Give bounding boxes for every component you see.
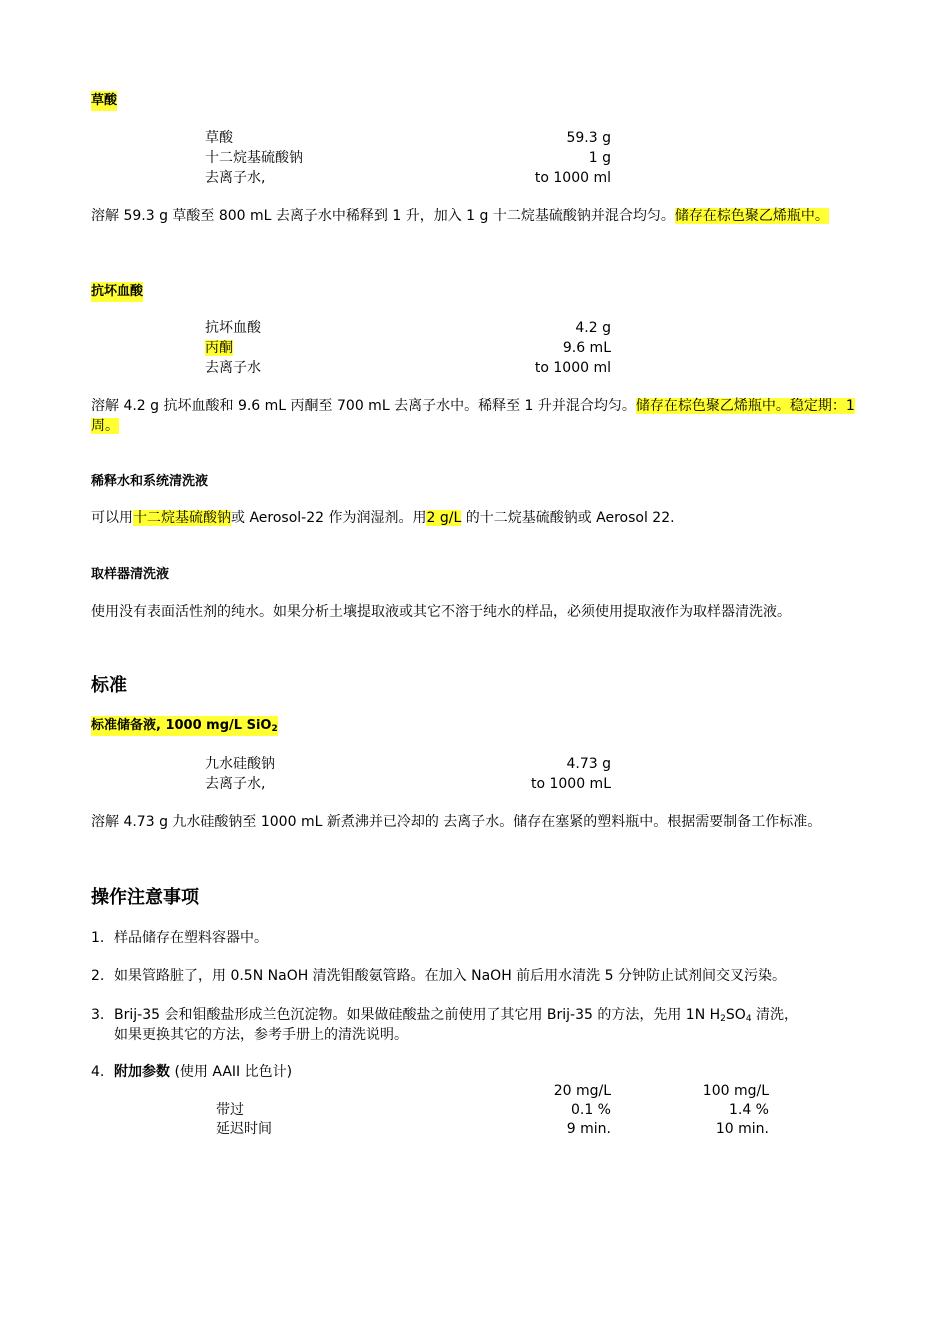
note-number: 2.	[91, 968, 105, 984]
standards-row-amount: to 1000 mL	[530, 776, 611, 792]
standards-row-label: 去离子水,	[205, 776, 266, 792]
oxalic-instructions	[91, 206, 861, 226]
param-row-label: 带过	[216, 1102, 244, 1118]
ascorbic-row-label: 抗坏血酸	[205, 320, 261, 336]
rinse-highlight: 2 g/L	[426, 510, 462, 526]
ascorbic-heading: 抗坏血酸	[91, 282, 143, 302]
note-text: 如果管路脏了，用 0.5N NaOH 清洗钼酸氨管路。在加入 NaOH 前后用水清洗 5 分钟防止试剂间交叉污染。	[114, 968, 786, 984]
oxalic-row-label: 草酸	[205, 130, 233, 146]
note-text	[114, 1062, 292, 1082]
note-text-part: 清洗，	[751, 1007, 798, 1023]
standards-paragraph: 溶解 4.73 g 九水硅酸钠至 1000 mL 新煮沸并已冷却的 去离子水。储存在塞紧的塑料瓶中。根据需要制备工作标准。	[91, 814, 822, 830]
standards-row-label: 九水硅酸钠	[205, 756, 275, 772]
note-text	[114, 1005, 798, 1025]
note-number: 4.	[91, 1064, 105, 1080]
ascorbic-row-amount: to 1000 ml	[534, 360, 611, 376]
note-number: 3.	[91, 1007, 105, 1023]
note-subscript: 2	[720, 1014, 726, 1024]
param-column-header: 100 mg/L	[702, 1083, 769, 1099]
param-value: 0.1 %	[570, 1102, 611, 1118]
param-value: 10 min.	[715, 1121, 769, 1137]
note-text-continued: 如果更换其它的方法，参考手册上的清洗说明。	[114, 1027, 408, 1043]
oxalic-instructions-text: 溶解 59.3 g 草酸至 800 mL 去离子水中稀释到 1 升，加入 1 g 十二烷基硫酸钠并混合均匀。	[91, 208, 675, 224]
ascorbic-instructions-text: 溶解 4.2 g 抗坏血酸和 9.6 mL 丙酮至 700 mL 去离子水中。稀释至 1 升并混合均匀。	[91, 398, 636, 414]
standards-heading: 标准	[91, 675, 127, 696]
note-subscript: 4	[745, 1014, 752, 1024]
param-row-label: 延迟时间	[216, 1121, 272, 1137]
oxalic-storage-note: 储存在棕色聚乙烯瓶中。	[674, 208, 829, 224]
rinse-text: 或 Aerosol-22 作为润湿剂。用	[231, 510, 427, 526]
sampler-heading: 取样器清洗液	[91, 567, 170, 582]
ascorbic-instructions	[91, 396, 861, 436]
rinse-text: 可以用	[91, 510, 133, 526]
oxalic-heading: 草酸	[91, 91, 117, 111]
stock-heading-subscript: 2	[271, 724, 278, 734]
sampler-paragraph: 使用没有表面活性剂的纯水。如果分析土壤提取液或其它不溶于纯水的样品，必须使用提取液作为取样器清洗液。	[91, 604, 791, 620]
note-text-part: Brij-35 会和钼酸盐形成兰色沉淀物。如果做硅酸盐之前使用了其它用 Brij-35 的方法，先用 1N H	[114, 1007, 721, 1023]
ascorbic-row-label: 去离子水	[205, 360, 261, 376]
rinse-paragraph	[91, 508, 861, 528]
standards-row-amount: 4.73 g	[566, 756, 611, 772]
note-number: 1.	[91, 930, 105, 946]
ascorbic-storage-note: 储存在棕色聚乙烯瓶中。稳定期：1 周。	[91, 398, 855, 434]
param-value: 9 min.	[566, 1121, 611, 1137]
ascorbic-row-amount: 9.6 mL	[562, 340, 611, 356]
param-column-header: 20 mg/L	[553, 1083, 611, 1099]
note-text-part: SO	[725, 1007, 746, 1023]
stock-heading-text: 标准储备液, 1000 mg/L SiO	[91, 718, 272, 733]
oxalic-row-label: 十二烷基硫酸钠	[205, 150, 303, 166]
note-text: 样品储存在塑料容器中。	[114, 930, 268, 946]
ascorbic-row-amount: 4.2 g	[575, 320, 611, 336]
note-text-part: (使用 AAII 比色计)	[170, 1064, 293, 1080]
oxalic-row-amount: 1 g	[588, 150, 611, 166]
oxalic-row-amount: to 1000 ml	[534, 170, 611, 186]
rinse-highlight: 十二烷基硫酸钠	[133, 510, 231, 526]
oxalic-row-amount: 59.3 g	[566, 130, 611, 146]
param-value: 1.4 %	[728, 1102, 769, 1118]
oxalic-row-label: 去离子水,	[205, 170, 266, 186]
rinse-text: 的十二烷基硫酸钠或 Aerosol 22.	[461, 510, 675, 526]
rinse-heading: 稀释水和系统清洗液	[91, 474, 209, 489]
stock-heading	[91, 716, 278, 736]
note-bold-label: 附加参数	[114, 1064, 170, 1080]
ascorbic-row-label: 丙酮	[205, 340, 233, 356]
notes-heading: 操作注意事项	[91, 887, 199, 908]
